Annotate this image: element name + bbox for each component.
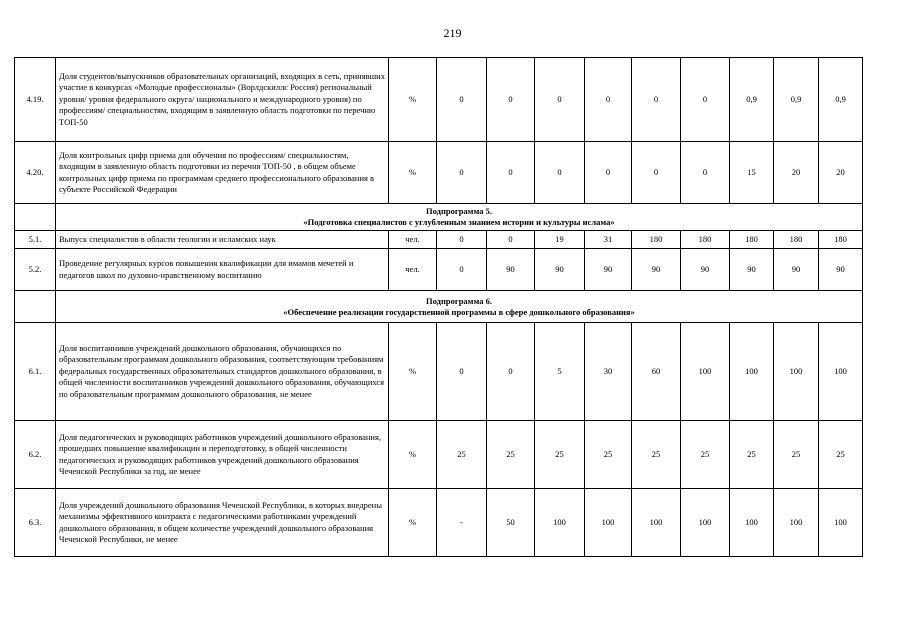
indicator-description: Доля воспитанников учреждений дошкольного образования, обучающихся по образовательным программам дошкольного образования, соответствующим требованиям федеральных государственных образовательных стандартов дошкольного образования, в общей численности воспитанников учреждений дошкольного образования, обучающихся по образовательным программам дошкольного образования, не менее (56, 323, 389, 421)
indicator-value: 0 (585, 142, 632, 204)
indicator-unit: % (389, 142, 437, 204)
indicator-number: 4.20. (15, 142, 56, 204)
indicator-value: 100 (632, 489, 681, 557)
indicator-value: 0 (487, 231, 535, 249)
subprogram-title (56, 291, 863, 323)
indicator-value: 20 (774, 142, 819, 204)
indicator-value: 0 (535, 58, 585, 142)
indicator-value: 25 (774, 421, 819, 489)
indicator-row (15, 421, 863, 489)
indicator-value: 100 (681, 489, 730, 557)
indicator-value: 0 (487, 142, 535, 204)
indicator-value: 50 (487, 489, 535, 557)
indicator-number: 6.3. (15, 489, 56, 557)
indicator-value: 100 (730, 489, 774, 557)
indicator-row (15, 489, 863, 557)
indicator-value: 90 (632, 249, 681, 291)
indicator-value: 180 (730, 231, 774, 249)
indicator-unit: % (389, 421, 437, 489)
indicator-value: 0 (681, 142, 730, 204)
indicator-value: 100 (819, 489, 863, 557)
indicator-value: 90 (681, 249, 730, 291)
indicator-value: 0,9 (819, 58, 863, 142)
indicator-unit: чел. (389, 231, 437, 249)
indicator-value: 25 (487, 421, 535, 489)
indicator-value: 100 (819, 323, 863, 421)
indicator-number: 6.2. (15, 421, 56, 489)
indicator-description: Доля учреждений дошкольного образования Чеченской Республики, в которых внедрены механизмы эффективного контракта с педагогическими работниками учреждений дошкольного образования, в общем количестве учреждений дошкольного образования Чеченской Республики, не менее (56, 489, 389, 557)
indicator-value: 0 (585, 58, 632, 142)
indicator-value: 25 (730, 421, 774, 489)
indicator-value: 0 (632, 142, 681, 204)
indicator-description: Доля студентов/выпускников образовательных организаций, входящих в сеть, принявших участие в конкурсах «Молодые профессионалы» (Ворлдскиллс Россия) региональный уровня/ уровня федерального округа/ национального и международного уровня) по профессиям/ специальностям, входящим в заявленную область подготовки по перечню ТОП-50 (56, 58, 389, 142)
indicator-value: 31 (585, 231, 632, 249)
indicator-value: 25 (585, 421, 632, 489)
indicator-value: 0 (487, 58, 535, 142)
indicator-row (15, 142, 863, 204)
header-blank-cell (15, 204, 56, 231)
indicator-unit: % (389, 58, 437, 142)
indicator-unit: % (389, 323, 437, 421)
subprogram-header-row (15, 291, 863, 323)
indicator-value: 90 (774, 249, 819, 291)
indicator-value: 0 (681, 58, 730, 142)
indicator-row (15, 323, 863, 421)
indicator-value: 0 (437, 58, 487, 142)
page-number: 219 (443, 26, 462, 40)
indicator-value: 0 (487, 323, 535, 421)
indicator-value: 19 (535, 231, 585, 249)
indicator-row (15, 58, 863, 142)
indicator-value: 180 (819, 231, 863, 249)
indicator-value: - (437, 489, 487, 557)
indicator-value: 90 (535, 249, 585, 291)
indicator-value: 100 (730, 323, 774, 421)
indicator-value: 90 (487, 249, 535, 291)
indicator-value: 100 (585, 489, 632, 557)
indicator-value: 90 (730, 249, 774, 291)
indicator-value: 25 (437, 421, 487, 489)
subprogram-name: «Подготовка специалистов с углубленным знанием истории и культуры ислама» (303, 217, 615, 228)
indicator-number: 5.1. (15, 231, 56, 249)
subprogram-header-row (15, 204, 863, 231)
indicator-value: 25 (819, 421, 863, 489)
indicator-value: 0,9 (774, 58, 819, 142)
indicator-description: Проведение регулярных курсов повышения квалификации для имамов мечетей и педагогов школ по духовно-нравственному воспитанию (56, 249, 389, 291)
indicator-value: 180 (681, 231, 730, 249)
indicator-number: 4.19. (15, 58, 56, 142)
indicator-value: 20 (819, 142, 863, 204)
indicator-unit: чел. (389, 249, 437, 291)
indicator-value: 0 (632, 58, 681, 142)
subprogram-title (56, 204, 863, 231)
subprogram-number: Подпрограмма 6. (426, 295, 492, 306)
indicator-value: 180 (632, 231, 681, 249)
indicator-value: 0 (535, 142, 585, 204)
indicator-value: 180 (774, 231, 819, 249)
indicator-value: 0 (437, 249, 487, 291)
indicator-row (15, 231, 863, 249)
indicator-value: 100 (774, 489, 819, 557)
indicators-table (14, 57, 863, 557)
indicator-value: 15 (730, 142, 774, 204)
indicator-value: 100 (681, 323, 730, 421)
indicator-value: 25 (535, 421, 585, 489)
indicator-number: 5.2. (15, 249, 56, 291)
indicator-value: 90 (585, 249, 632, 291)
indicator-value: 25 (681, 421, 730, 489)
indicator-description: Выпуск специалистов в области теологии и исламских наук (56, 231, 389, 249)
indicator-value: 25 (632, 421, 681, 489)
indicator-description: Доля контрольных цифр приема для обучения по профессиям/ специальностям, входящим в заявленную область подготовки из перечня ТОП-50 , в общем объеме контрольных цифр приема по программам среднего профессионального образования в субъекте Российской Федерации (56, 142, 389, 204)
indicator-value: 0,9 (730, 58, 774, 142)
indicator-value: 90 (819, 249, 863, 291)
indicator-value: 0 (437, 231, 487, 249)
indicator-value: 100 (774, 323, 819, 421)
subprogram-number: Подпрограмма 5. (426, 206, 492, 216)
indicator-number: 6.1. (15, 323, 56, 421)
indicator-value: 0 (437, 142, 487, 204)
indicator-value: 30 (585, 323, 632, 421)
indicator-unit: % (389, 489, 437, 557)
indicator-value: 5 (535, 323, 585, 421)
subprogram-name: «Обеспечение реализации государственной программы в сфере дошкольного образования» (283, 306, 635, 317)
indicator-description: Доля педагогических и руководящих работников учреждений дошкольного образования, прошедших повышение квалификации и переподготовку, в общей численности педагогических и руководящих работников учреждений дошкольного образования Чеченской Республики за год, не менее (56, 421, 389, 489)
header-blank-cell (15, 291, 56, 323)
indicator-value: 100 (535, 489, 585, 557)
indicator-row (15, 249, 863, 291)
indicator-value: 60 (632, 323, 681, 421)
indicator-value: 0 (437, 323, 487, 421)
